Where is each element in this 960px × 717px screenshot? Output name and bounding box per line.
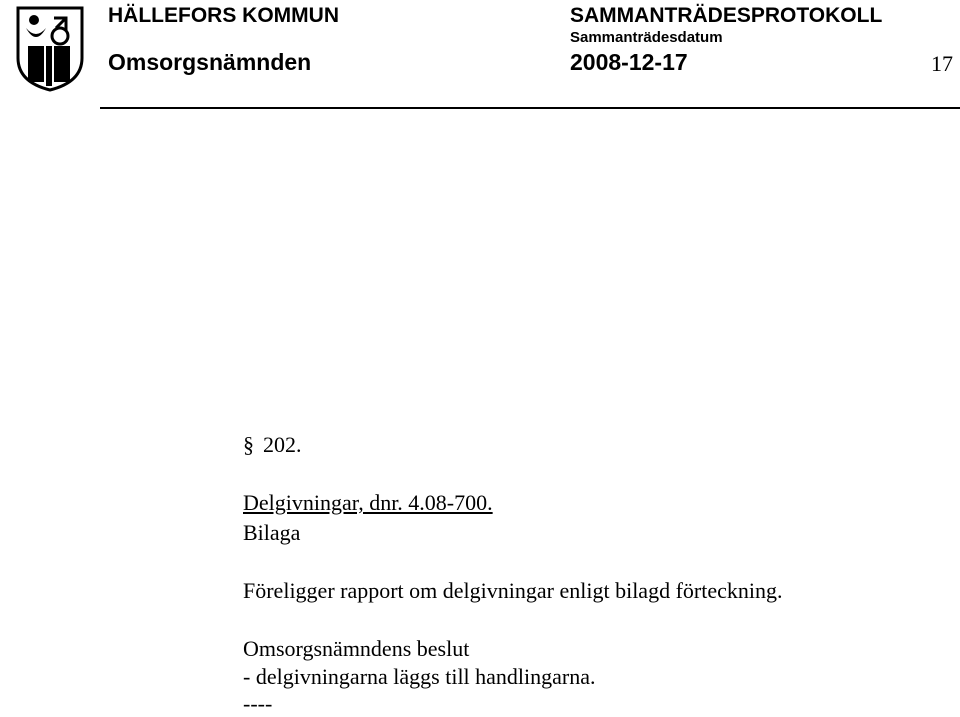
- document-type: SAMMANTRÄDESPROTOKOLL: [570, 4, 883, 27]
- item-statement: Föreligger rapport om delgivningar enligt bilagd förteckning.: [243, 578, 783, 603]
- section-terminator: ----: [243, 691, 273, 716]
- decision-heading: Omsorgsnämndens beslut: [243, 636, 470, 661]
- section-symbol: §: [243, 432, 254, 457]
- header-divider: [100, 107, 960, 109]
- page-number: 17: [931, 51, 953, 76]
- committee-name: Omsorgsnämnden: [108, 49, 312, 75]
- section-number-value: 202.: [263, 432, 302, 457]
- meeting-date: 2008-12-17: [570, 49, 688, 75]
- item-title: Delgivningar, dnr. 4.08-700.: [243, 490, 493, 515]
- meeting-date-label: Sammanträdesdatum: [570, 29, 723, 46]
- section-number: [243, 432, 302, 458]
- attachment-label: Bilaga: [243, 520, 301, 545]
- decision-text: - delgivningarna läggs till handlingarna.: [243, 664, 596, 689]
- municipal-coat-of-arms-icon: [14, 6, 86, 92]
- municipality-name: HÄLLEFORS KOMMUN: [108, 4, 339, 27]
